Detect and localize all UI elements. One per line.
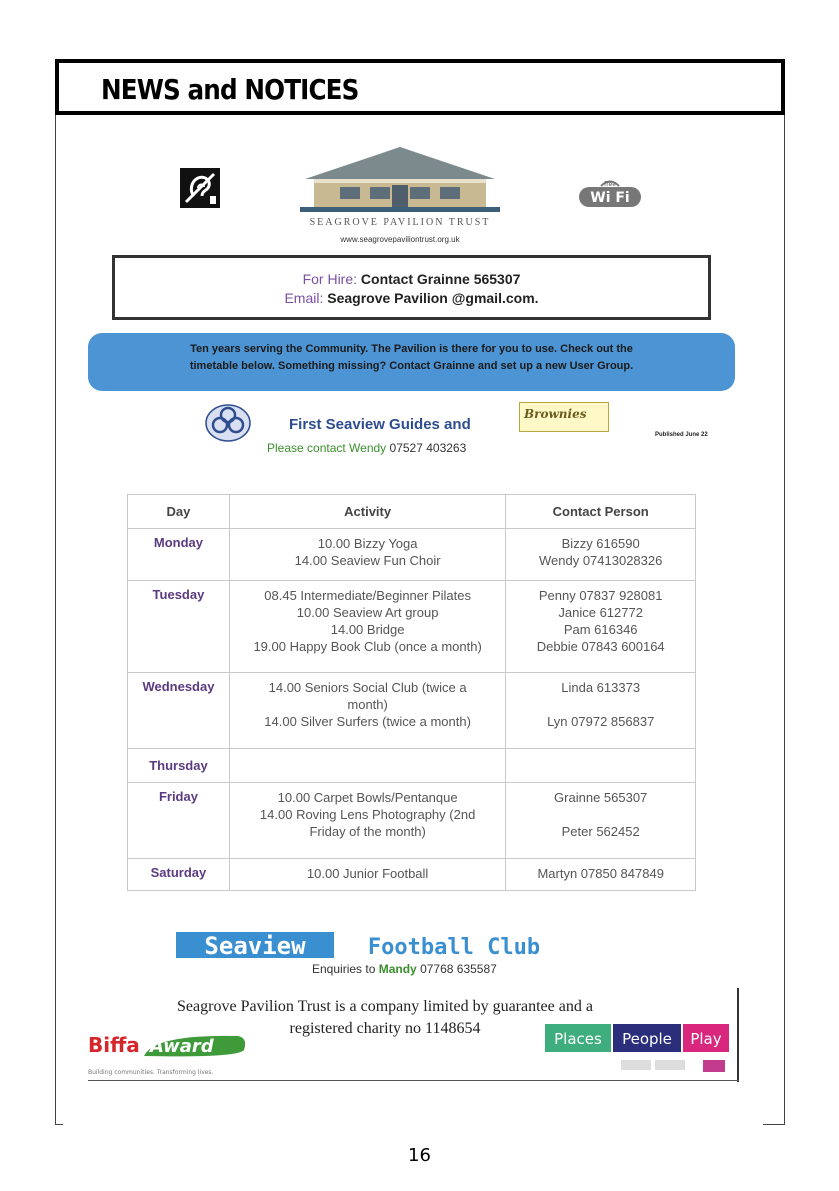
day-cell: Tuesday bbox=[128, 581, 230, 673]
wifi-label: Wi Fi bbox=[590, 190, 630, 206]
activity-line: 14.00 Seaview Fun Choir bbox=[294, 553, 441, 568]
contact-line: Wendy 07413028326 bbox=[538, 553, 663, 568]
day-cell: Thursday bbox=[128, 749, 230, 783]
ppp-word1: Places bbox=[554, 1030, 602, 1048]
biffa-award-logo bbox=[88, 1030, 258, 1078]
hire-label: For Hire: bbox=[302, 271, 358, 287]
timetable-row bbox=[128, 529, 696, 581]
contact-cell bbox=[506, 581, 696, 673]
header-box bbox=[55, 59, 785, 115]
timetable-row bbox=[128, 859, 696, 891]
header-activity: Activity bbox=[229, 495, 505, 529]
places-people-play-logo bbox=[545, 1022, 729, 1076]
email-value: Seagrove Pavilion @gmail.com. bbox=[327, 290, 539, 306]
contact-cell bbox=[506, 783, 696, 859]
brownies-label: Brownies bbox=[524, 407, 587, 421]
contact-cell bbox=[506, 529, 696, 581]
contact-line: Martyn 07850 847849 bbox=[537, 866, 664, 881]
activity-line: 10.00 Seaview Art group bbox=[296, 605, 439, 620]
guides-contact-phone: 07527 403263 bbox=[389, 441, 467, 455]
page-title: NEWS and NOTICES bbox=[101, 73, 359, 106]
timetable-row bbox=[128, 673, 696, 749]
charity-line-1: Seagrove Pavilion Trust is a company limited by guarantee and a bbox=[177, 998, 593, 1015]
biffa-tagline: Building communities. Transforming lives. bbox=[88, 1069, 214, 1076]
activity-line: 10.00 Carpet Bowls/Pentanque bbox=[277, 790, 458, 805]
contact-line bbox=[506, 696, 695, 713]
contact-line: Lyn 07972 856837 bbox=[547, 714, 655, 729]
contact-line: Debbie 07843 600164 bbox=[536, 639, 665, 654]
football-logo-word2: Football Club bbox=[367, 935, 541, 960]
activity-cell bbox=[229, 581, 505, 673]
biffa-word2: Award bbox=[150, 1036, 214, 1057]
timetable-header-row bbox=[128, 495, 696, 529]
activity-cell bbox=[229, 783, 505, 859]
published-note: Published June 22 bbox=[655, 432, 708, 438]
enquiries-label: Enquiries to bbox=[312, 962, 376, 976]
sponsor-divider bbox=[737, 988, 739, 1082]
contact-cell bbox=[506, 749, 696, 783]
contact-line: Pam 616346 bbox=[563, 622, 638, 637]
contact-line: Penny 07837 928081 bbox=[538, 588, 663, 603]
activity-line: 14.00 Silver Surfers (twice a month) bbox=[264, 714, 471, 729]
contact-line: Bizzy 616590 bbox=[561, 536, 640, 551]
football-logo-word1: Seaview bbox=[204, 932, 306, 960]
activity-cell bbox=[229, 749, 505, 783]
activity-line: 14.00 Bridge bbox=[330, 622, 405, 637]
timetable-row bbox=[128, 749, 696, 783]
activity-line: month) bbox=[347, 697, 388, 712]
page-number: 16 bbox=[408, 1145, 431, 1166]
banner-line-1: Ten years serving the Community. The Pavilion is there for you to use. Check out the bbox=[190, 343, 633, 355]
activity-cell bbox=[229, 673, 505, 749]
header-day: Day bbox=[128, 495, 230, 529]
day-cell: Saturday bbox=[128, 859, 230, 891]
trust-name: SEAGROVE PAVILION TRUST bbox=[309, 217, 491, 228]
contact-line: Janice 612772 bbox=[558, 605, 643, 620]
contact-cell bbox=[506, 673, 696, 749]
activity-line: 14.00 Roving Lens Photography (2nd bbox=[259, 807, 476, 822]
guides-contact bbox=[267, 441, 466, 455]
contact-line: Linda 613373 bbox=[561, 680, 641, 695]
trust-url: www.seagrovepaviliontrust.org.uk bbox=[340, 235, 460, 244]
hire-contact: Contact Grainne 565307 bbox=[360, 271, 521, 287]
activity-line: Friday of the month) bbox=[309, 824, 426, 839]
activity-cell bbox=[229, 859, 505, 891]
hearing-loop-icon bbox=[180, 168, 220, 208]
brownies-logo bbox=[519, 402, 609, 432]
activity-line: 08.45 Intermediate/Beginner Pilates bbox=[264, 588, 471, 603]
timetable-row bbox=[128, 783, 696, 859]
day-cell: Monday bbox=[128, 529, 230, 581]
pavilion-trust-logo bbox=[300, 145, 500, 247]
activity-line: 14.00 Seniors Social Club (twice a bbox=[268, 680, 467, 695]
email-label: Email: bbox=[284, 290, 324, 306]
football-enquiries bbox=[312, 962, 497, 976]
banner-line-2: timetable below. Something missing? Contact Grainne and set up a new User Group. bbox=[189, 360, 634, 372]
contact-line: Grainne 565307 bbox=[554, 790, 648, 805]
ppp-word2: People bbox=[622, 1030, 672, 1048]
charity-line-2: registered charity no 1148654 bbox=[289, 1020, 481, 1037]
contact-line: Peter 562452 bbox=[561, 824, 640, 839]
wifi-icon bbox=[577, 178, 643, 208]
header-contact: Contact Person bbox=[506, 495, 696, 529]
contact-cell bbox=[506, 859, 696, 891]
info-banner bbox=[88, 333, 735, 391]
guides-contact-label: Please contact Wendy bbox=[267, 441, 387, 455]
sponsor-bottom-rule bbox=[88, 1080, 739, 1081]
activity-cell bbox=[229, 529, 505, 581]
day-cell: Wednesday bbox=[128, 673, 230, 749]
football-club-logo bbox=[176, 930, 571, 960]
wifi-free-label: free bbox=[604, 181, 616, 188]
biffa-word1: Biffa bbox=[88, 1033, 140, 1057]
timetable-row bbox=[128, 581, 696, 673]
activity-line: 10.00 Bizzy Yoga bbox=[317, 536, 418, 551]
ppp-word3: Play bbox=[690, 1030, 722, 1048]
activity-line: 10.00 Junior Football bbox=[306, 866, 429, 881]
contact-line bbox=[506, 806, 695, 823]
timetable bbox=[127, 494, 696, 891]
guides-trefoil-icon bbox=[203, 403, 253, 443]
hire-box bbox=[112, 255, 711, 320]
enquiries-phone: 07768 635587 bbox=[420, 962, 497, 976]
guides-title: First Seaview Guides and bbox=[289, 416, 471, 433]
enquiries-name: Mandy bbox=[378, 962, 417, 976]
activity-line: 19.00 Happy Book Club (once a month) bbox=[253, 639, 482, 654]
day-cell: Friday bbox=[128, 783, 230, 859]
